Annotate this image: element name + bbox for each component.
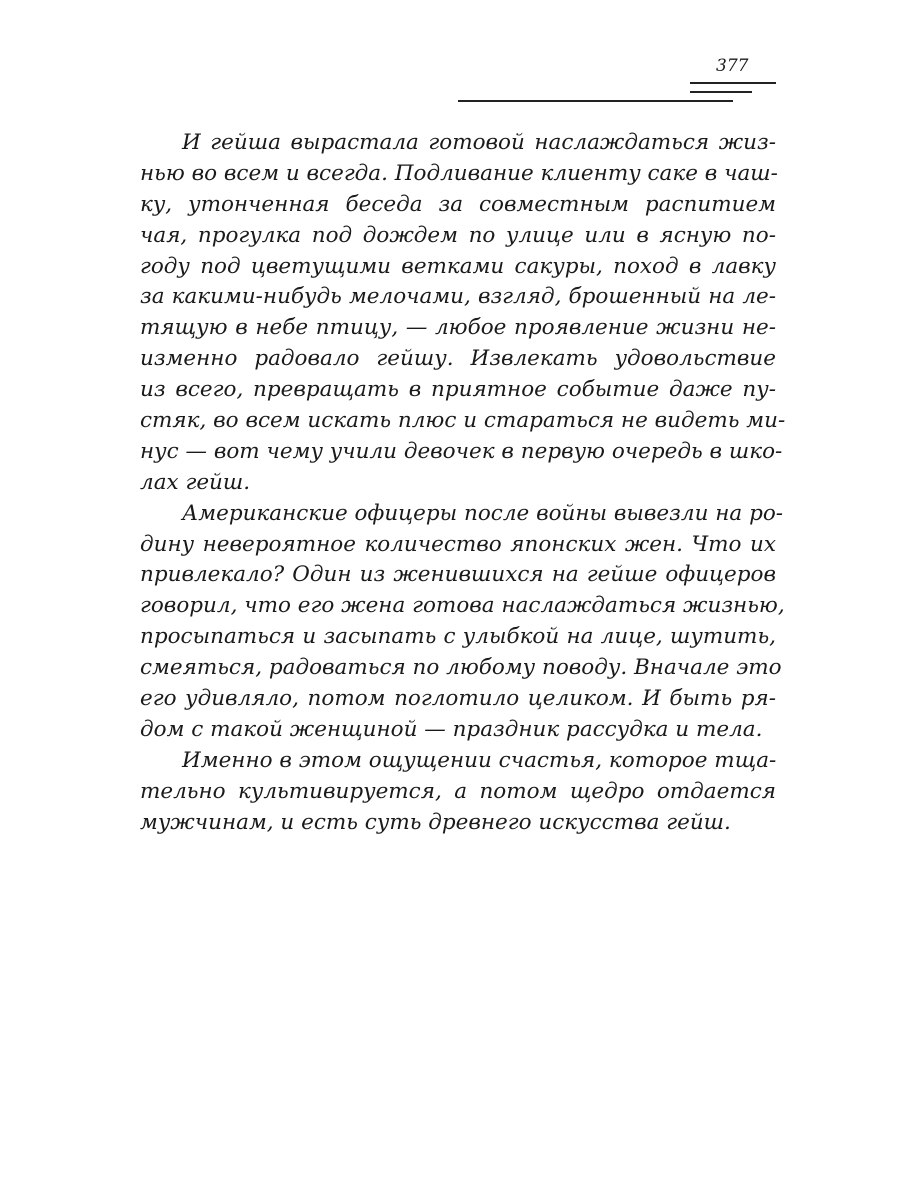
text-line: году под цветущими ветками сакуры, поход в лавку [140, 253, 776, 279]
header-rule-3 [458, 100, 733, 102]
text-line: его удивляло, потом поглотило целиком. И быть ря- [140, 686, 776, 712]
text-line: изменно радовало гейшу. Извлекать удовольствие [140, 346, 776, 372]
text-line: дом с такой женщиной — праздник рассудка и тела. [140, 716, 763, 742]
text-line: чая, прогулка под дождем по улице или в ясную по- [140, 222, 776, 248]
text-line: лах гейш. [140, 469, 251, 495]
text-line: за какими-нибудь мелочами, взгляд, брошенный на ле- [140, 284, 776, 310]
text-line: нус — вот чему учили девочек в первую очередь в шко- [140, 438, 783, 464]
text-line: привлекало? Один из женившихся на гейше офицеров [140, 562, 776, 588]
text-line: из всего, превращать в приятное событие даже пу- [140, 377, 776, 403]
header-rule-2 [690, 91, 752, 93]
text-line: смеяться, радоваться по любому поводу. Вначале это [140, 655, 782, 681]
text-line: Именно в этом ощущении счастья, которое тща- [182, 747, 777, 773]
text-line: мужчинам, и есть суть древнего искусства гейш. [140, 809, 731, 835]
text-line: просыпаться и засыпать с улыбкой на лице, шутить, [140, 624, 776, 650]
text-line: говорил, что его жена готова наслаждаться жизнью, [140, 593, 785, 619]
text-line: дину невероятное количество японских жен. Что их [140, 531, 776, 557]
page-number: 377 [716, 56, 749, 76]
text-line: нью во всем и всегда. Подливание клиенту саке в чаш- [140, 160, 778, 186]
text-line: стяк, во всем искать плюс и стараться не видеть ми- [140, 408, 786, 434]
text-line: тельно культивируется, а потом щедро отдается [140, 778, 776, 804]
text-line: Американские офицеры после войны вывезли на ро- [182, 500, 784, 526]
text-line: тящую в небе птицу, — любое проявление жизни не- [140, 315, 776, 341]
text-line: И гейша вырастала готовой наслаждаться жиз- [182, 130, 776, 155]
text-line: ку, утонченная беседа за совместным распитием [140, 191, 776, 217]
header-rule-1 [690, 82, 776, 84]
body-text [140, 128, 786, 838]
